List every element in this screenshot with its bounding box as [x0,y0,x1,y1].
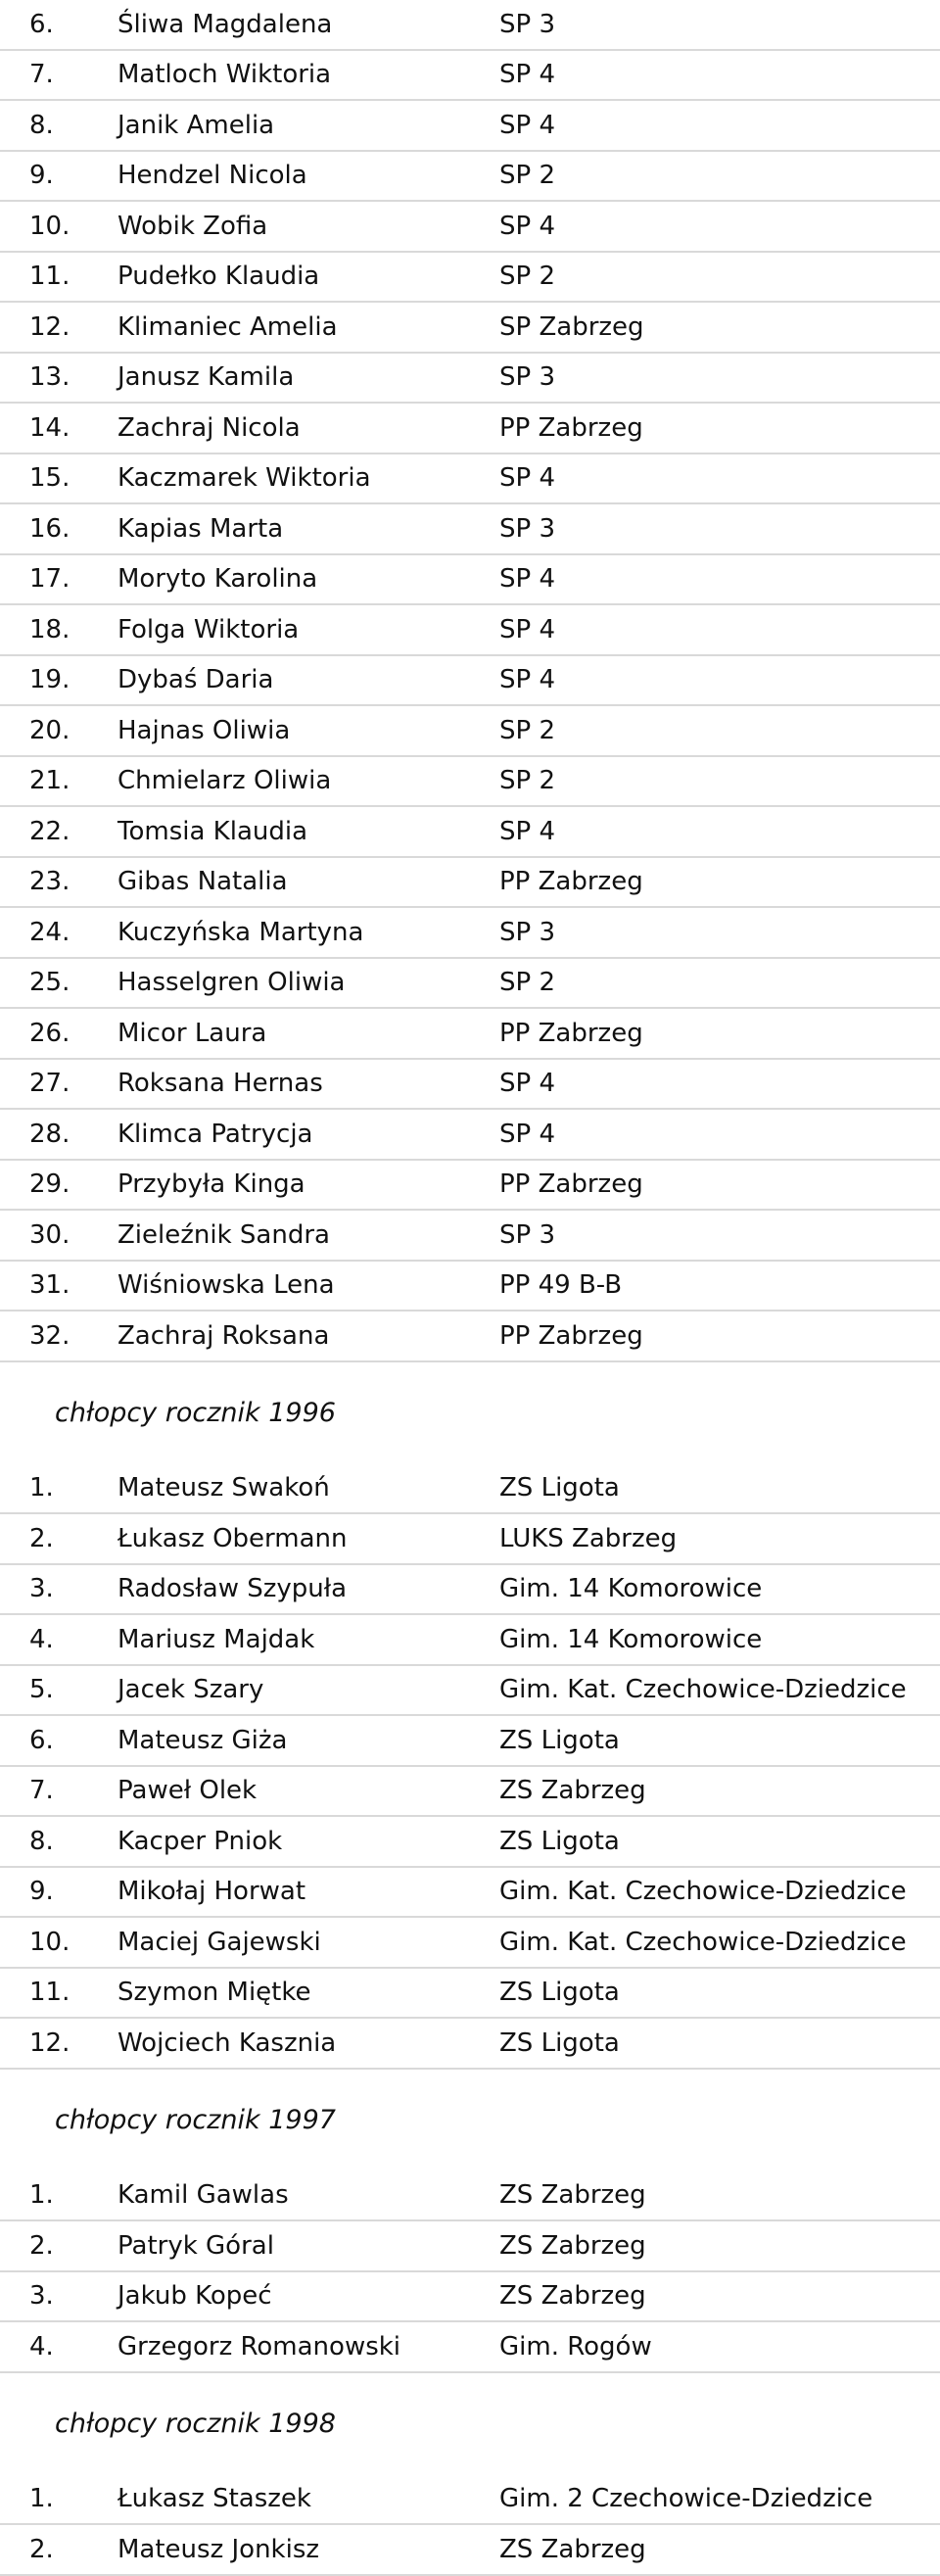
table-row [0,705,940,756]
table-row [0,1311,940,1361]
rank-cell: 8. [0,100,118,151]
club-cell: SP 3 [499,0,940,50]
club-cell: Gim. 14 Komorowice [499,1614,940,1665]
rank-cell: 20. [0,705,118,756]
club-cell: SP 4 [499,655,940,706]
club-cell: PP Zabrzeg [499,1311,940,1361]
table-row [0,2018,940,2069]
rank-cell: 7. [0,50,118,101]
name-cell: Zieleźnik Sandra [118,1210,499,1261]
table-row [0,403,940,453]
club-cell: SP 4 [499,1059,940,1110]
club-cell: SP 2 [499,756,940,807]
table-row [0,0,940,50]
club-cell: SP 4 [499,453,940,504]
name-cell: Zachraj Roksana [118,1311,499,1361]
name-cell: Janik Amelia [118,100,499,151]
name-cell: Zachraj Nicola [118,403,499,453]
table-row [0,756,940,807]
results-table [0,2171,940,2373]
name-cell: Wojciech Kasznia [118,2018,499,2069]
name-cell: Śliwa Magdalena [118,0,499,50]
club-cell: ZS Ligota [499,1816,940,1867]
rank-cell: 2. [0,2220,118,2271]
rank-cell: 32. [0,1311,118,1361]
name-cell: Pudełko Klaudia [118,252,499,303]
table-row [0,1614,940,1665]
club-cell: SP 4 [499,1109,940,1160]
club-cell: PP Zabrzeg [499,403,940,453]
rank-cell: 16. [0,503,118,554]
name-cell: Folga Wiktoria [118,604,499,655]
table-row [0,453,940,504]
rank-cell: 25. [0,958,118,1009]
club-cell: Gim. Kat. Czechowice-Dziedzice [499,1917,940,1968]
club-cell: Gim. Kat. Czechowice-Dziedzice [499,1867,940,1918]
name-cell: Roksana Hernas [118,1059,499,1110]
name-cell: Jakub Kopeć [118,2271,499,2322]
table-row [0,353,940,404]
name-cell: Dybaś Daria [118,655,499,706]
rank-cell: 4. [0,1614,118,1665]
table-row [0,151,940,202]
rank-cell: 5. [0,1665,118,1716]
club-cell: PP 49 B-B [499,1261,940,1312]
name-cell: Klimca Patrycja [118,1109,499,1160]
club-cell: PP Zabrzeg [499,1008,940,1059]
name-cell: Paweł Olek [118,1766,499,1817]
name-cell: Łukasz Staszek [118,2475,499,2525]
club-cell: ZS Ligota [499,1968,940,2019]
table-row [0,857,940,908]
section-heading: chłopcy rocznik 1998 [55,2409,336,2439]
club-cell: PP Zabrzeg [499,857,940,908]
rank-cell: 21. [0,756,118,807]
table-row [0,1968,940,2019]
club-cell: Gim. Kat. Czechowice-Dziedzice [499,1665,940,1716]
rank-cell: 7. [0,1766,118,1817]
results-table [0,2475,940,2576]
name-cell: Łukasz Obermann [118,1513,499,1564]
name-cell: Wobik Zofia [118,201,499,252]
club-cell: SP 4 [499,50,940,101]
table-row [0,2475,940,2525]
table-row [0,2271,940,2322]
club-cell: SP Zabrzeg [499,302,940,353]
rank-cell: 17. [0,554,118,605]
table-row [0,2171,940,2221]
rank-cell: 15. [0,453,118,504]
table-row [0,1766,940,1817]
club-cell: ZS Zabrzeg [499,2220,940,2271]
name-cell: Tomsia Klaudia [118,806,499,857]
club-cell: ZS Zabrzeg [499,2271,940,2322]
name-cell: Moryto Karolina [118,554,499,605]
name-cell: Maciej Gajewski [118,1917,499,1968]
table-row [0,1008,940,1059]
table-row [0,201,940,252]
table-row [0,1261,940,1312]
rank-cell: 6. [0,0,118,50]
club-cell: SP 4 [499,604,940,655]
table-row [0,655,940,706]
section-heading: chłopcy rocznik 1996 [55,1398,336,1428]
rank-cell: 1. [0,2171,118,2221]
rank-cell: 8. [0,1816,118,1867]
club-cell: SP 3 [499,353,940,404]
table-row [0,604,940,655]
table-row [0,1867,940,1918]
table-row [0,100,940,151]
table-row [0,2321,940,2372]
rank-cell: 14. [0,403,118,453]
club-cell: LUKS Zabrzeg [499,1513,940,1564]
table-row [0,1210,940,1261]
rank-cell: 11. [0,252,118,303]
table-row [0,1513,940,1564]
name-cell: Mateusz Swakoń [118,1464,499,1514]
name-cell: Gibas Natalia [118,857,499,908]
table-row [0,806,940,857]
table-row [0,907,940,958]
name-cell: Patryk Góral [118,2220,499,2271]
table-row [0,252,940,303]
table-row [0,503,940,554]
club-cell: SP 3 [499,503,940,554]
rank-cell: 3. [0,1564,118,1615]
table-row [0,1464,940,1514]
name-cell: Kacper Pniok [118,1816,499,1867]
club-cell: SP 4 [499,201,940,252]
rank-cell: 6. [0,1715,118,1766]
name-cell: Micor Laura [118,1008,499,1059]
club-cell: SP 4 [499,100,940,151]
name-cell: Kapias Marta [118,503,499,554]
table-row [0,1665,940,1716]
rank-cell: 13. [0,353,118,404]
rank-cell: 26. [0,1008,118,1059]
results-table [0,1464,940,2070]
rank-cell: 29. [0,1160,118,1211]
rank-cell: 12. [0,302,118,353]
rank-cell: 12. [0,2018,118,2069]
rank-cell: 27. [0,1059,118,1110]
club-cell: Gim. Rogów [499,2321,940,2372]
table-row [0,1109,940,1160]
table-row [0,1059,940,1110]
rank-cell: 19. [0,655,118,706]
table-row [0,2220,940,2271]
name-cell: Wiśniowska Lena [118,1261,499,1312]
table-row [0,50,940,101]
rank-cell: 1. [0,1464,118,1514]
club-cell: SP 2 [499,151,940,202]
club-cell: SP 3 [499,1210,940,1261]
name-cell: Hendzel Nicola [118,151,499,202]
name-cell: Mateusz Jonkisz [118,2524,499,2575]
club-cell: SP 4 [499,554,940,605]
name-cell: Chmielarz Oliwia [118,756,499,807]
club-cell: ZS Ligota [499,1715,940,1766]
rank-cell: 18. [0,604,118,655]
table-row [0,958,940,1009]
name-cell: Przybyła Kinga [118,1160,499,1211]
club-cell: SP 4 [499,806,940,857]
club-cell: PP Zabrzeg [499,1160,940,1211]
name-cell: Grzegorz Romanowski [118,2321,499,2372]
rank-cell: 28. [0,1109,118,1160]
club-cell: ZS Zabrzeg [499,2171,940,2221]
rank-cell: 23. [0,857,118,908]
rank-cell: 4. [0,2321,118,2372]
name-cell: Hasselgren Oliwia [118,958,499,1009]
rank-cell: 31. [0,1261,118,1312]
club-cell: SP 3 [499,907,940,958]
club-cell: SP 2 [499,252,940,303]
club-cell: ZS Ligota [499,2018,940,2069]
name-cell: Kuczyńska Martyna [118,907,499,958]
rank-cell: 2. [0,2524,118,2575]
name-cell: Mikołaj Horwat [118,1867,499,1918]
table-row [0,2524,940,2575]
rank-cell: 11. [0,1968,118,2019]
name-cell: Radosław Szypuła [118,1564,499,1615]
club-cell: SP 2 [499,705,940,756]
table-row [0,1715,940,1766]
name-cell: Szymon Miętke [118,1968,499,2019]
rank-cell: 2. [0,1513,118,1564]
name-cell: Mariusz Majdak [118,1614,499,1665]
rank-cell: 10. [0,201,118,252]
table-row [0,554,940,605]
name-cell: Janusz Kamila [118,353,499,404]
table-row [0,302,940,353]
table-row [0,1160,940,1211]
club-cell: ZS Zabrzeg [499,2524,940,2575]
name-cell: Klimaniec Amelia [118,302,499,353]
rank-cell: 30. [0,1210,118,1261]
club-cell: Gim. 2 Czechowice-Dziedzice [499,2475,940,2525]
club-cell: Gim. 14 Komorowice [499,1564,940,1615]
club-cell: ZS Zabrzeg [499,1766,940,1817]
club-cell: SP 2 [499,958,940,1009]
rank-cell: 9. [0,1867,118,1918]
club-cell: ZS Ligota [499,1464,940,1514]
rank-cell: 10. [0,1917,118,1968]
name-cell: Matloch Wiktoria [118,50,499,101]
section-heading: chłopcy rocznik 1997 [55,2105,336,2135]
name-cell: Mateusz Giża [118,1715,499,1766]
rank-cell: 24. [0,907,118,958]
rank-cell: 1. [0,2475,118,2525]
name-cell: Kamil Gawlas [118,2171,499,2221]
name-cell: Hajnas Oliwia [118,705,499,756]
name-cell: Kaczmarek Wiktoria [118,453,499,504]
rank-cell: 22. [0,806,118,857]
table-row [0,1917,940,1968]
table-row [0,1816,940,1867]
table-row [0,1564,940,1615]
name-cell: Jacek Szary [118,1665,499,1716]
rank-cell: 9. [0,151,118,202]
rank-cell: 3. [0,2271,118,2322]
